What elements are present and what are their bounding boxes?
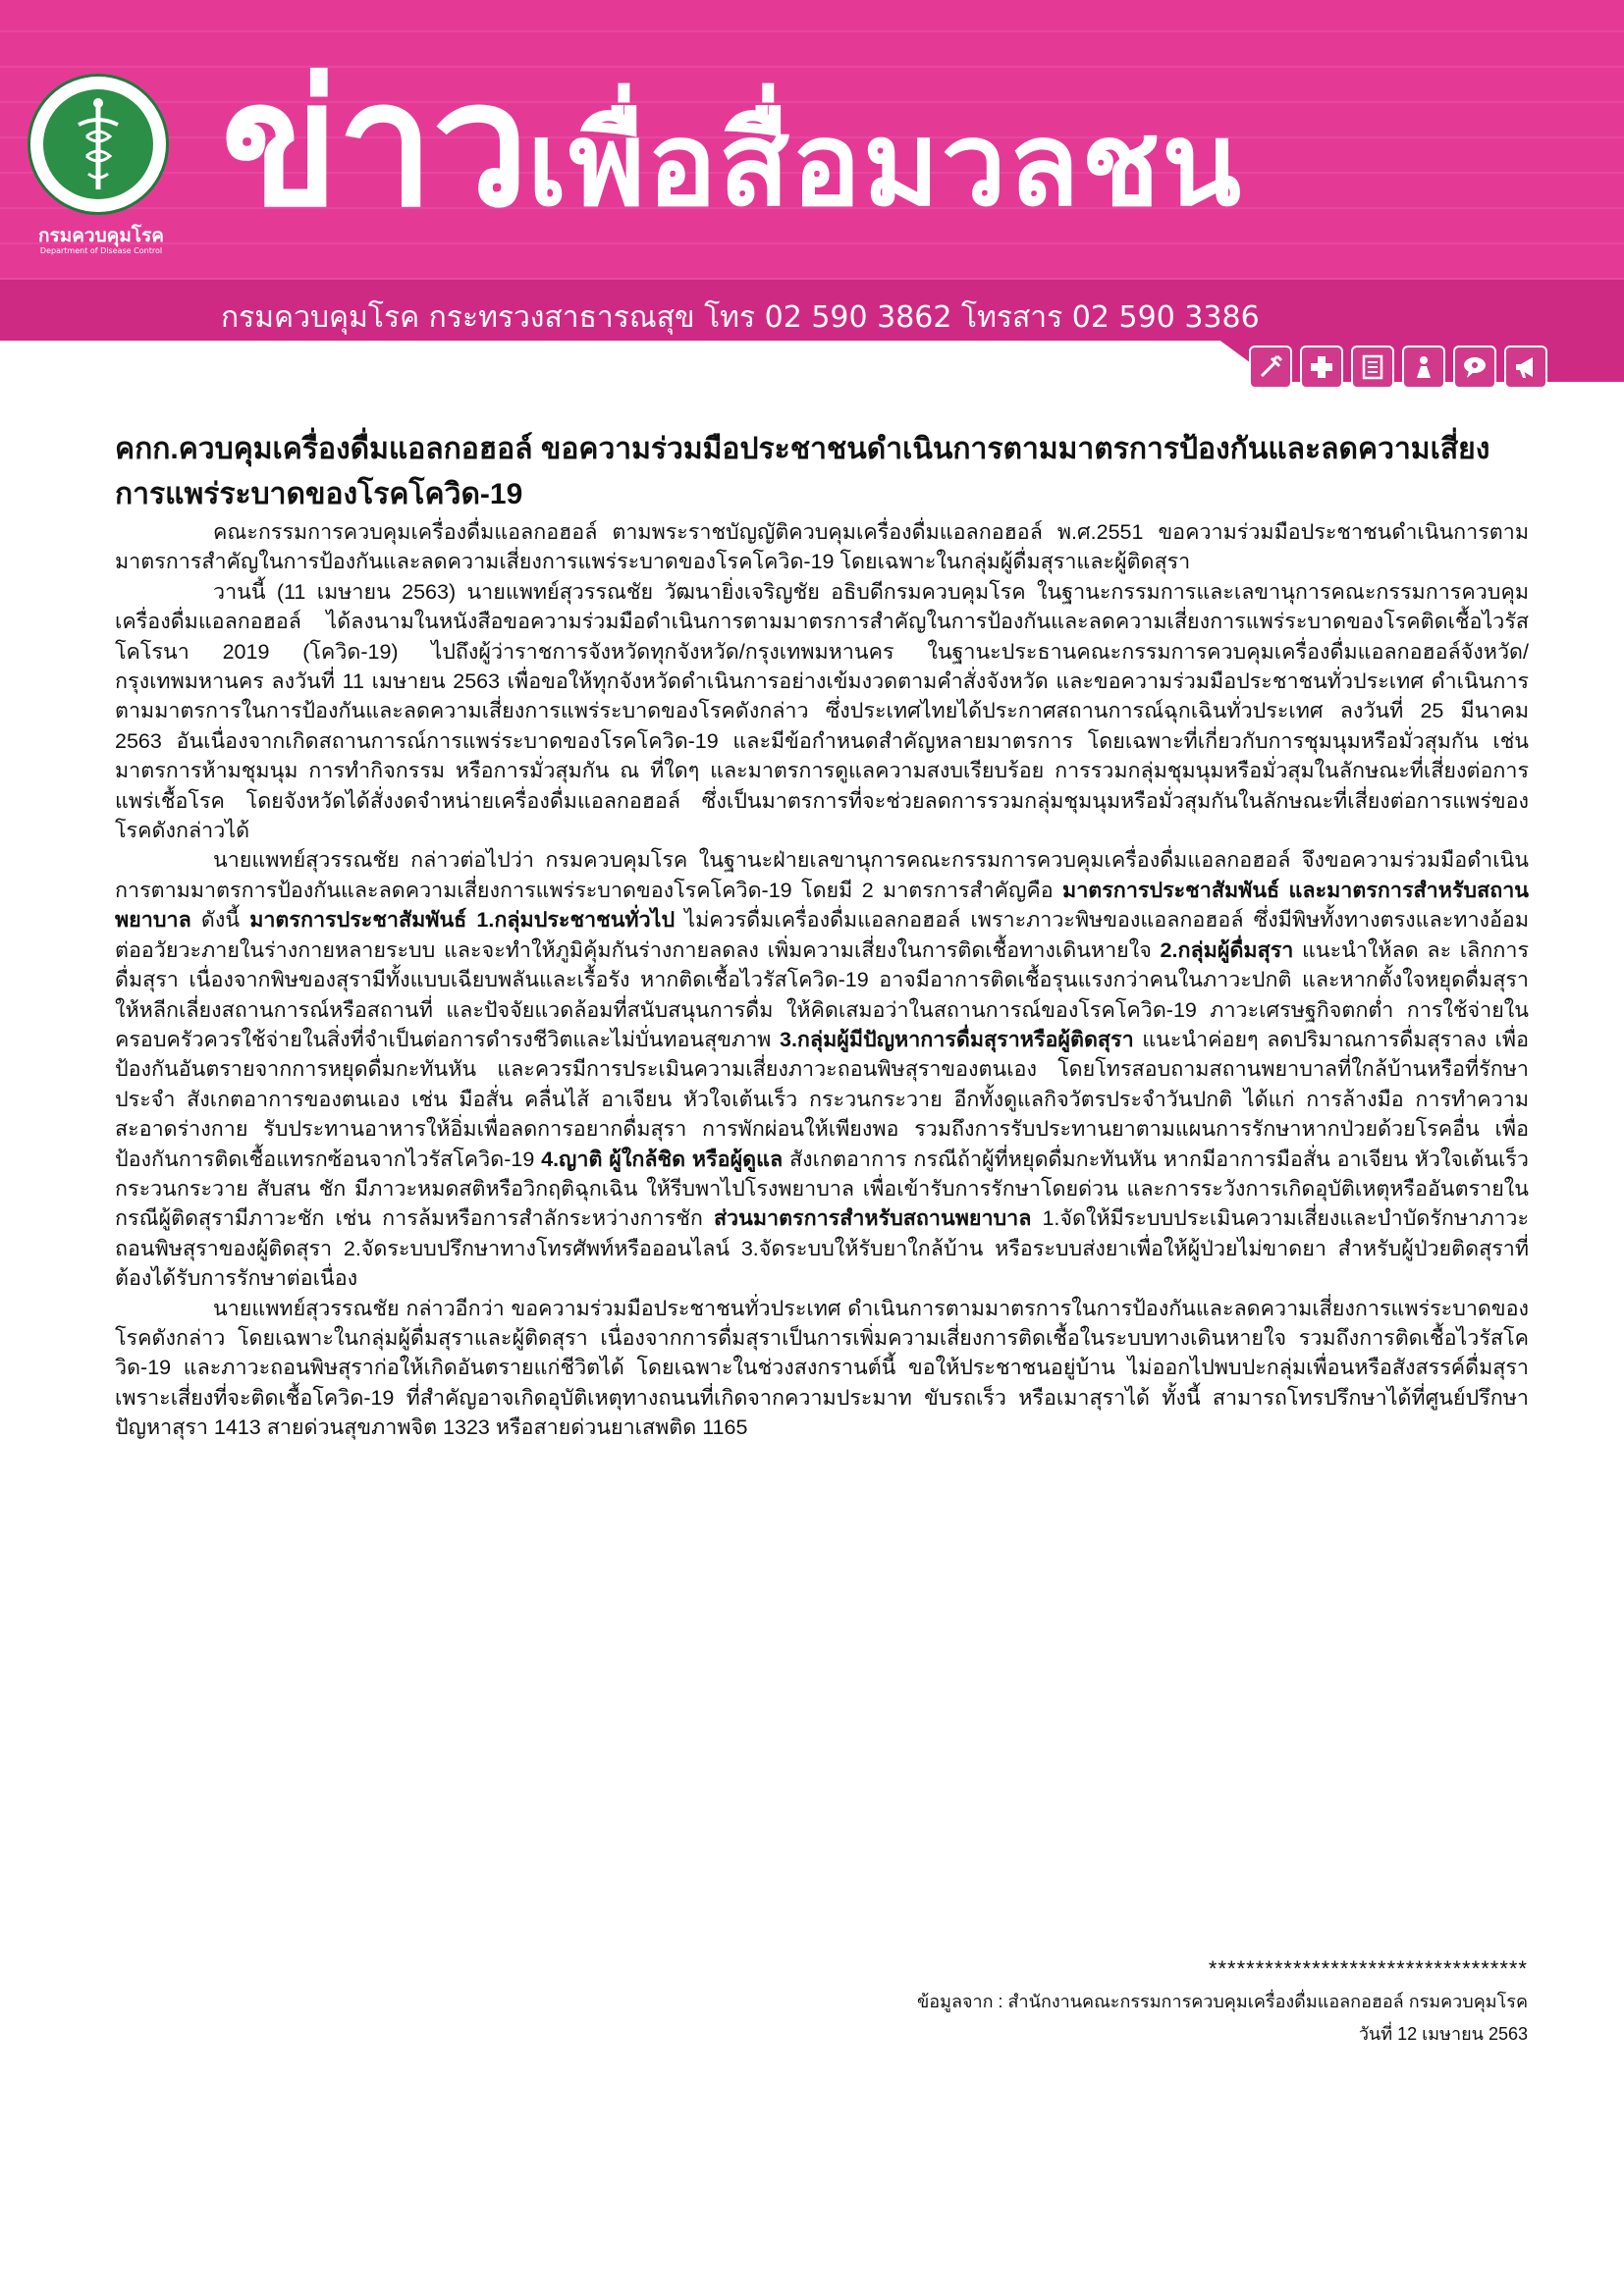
medical-cross-icon [1300,346,1343,389]
separator-stars: ********************************** [1208,1956,1528,1981]
p3-text-c: ดังนี้ [190,908,250,933]
source-line: ข้อมูลจาก : สำนักงานคณะกรรมการควบคุมเครื่องดื่มแอลกอฮอล์ กรมควบคุมโรค [916,1992,1528,2011]
caduceus-icon [27,74,169,215]
person-icon [1402,346,1445,389]
p3-text-i: แนะนำค่อยๆ ลดปริมาณการดื่มสุราลง เพื่อป้องกันอันตรายจากการหยุดดื่มกะทันหัน และควรมีการประเมินความเสี่ยงภาวะถอนพิษสุราของตนเอง โดยโทรสอบถามสถานพยาบาลที่ใกล้บ้านหรือที่รักษาประจำ สังเกตอาการของตนเอง เช่น มือสั่น คลื่นไส้ อาเจียน หัวใจเต้นเร็ว กระวนกระวาย อีกทั้งดูแลกิจวัตรประจำวันปกติ ได้แก่ การล้างมือ การทำความสะอาดร่างกาย รับประทานอาหารให้อิ่มเพื่อลดการอยากดื่มสุรา การพักผ่อนให้เพียงพอ รวมถึงการรับประทานยาตามแผนการรักษาหากป่วยด้วยโรคอื่น เพื่อป้องกันการติดเชื้อแทรกซ้อนจากไวรัสโควิด-19 [115,1027,1529,1171]
masthead-big: ข่าว [221,44,527,245]
p3-text-k: สังเกตอาการ กรณีถ้าผู้ที่หยุดดื่มกะทันหัน หากมีอาการมือสั่น อาเจียน หัวใจเต้นเร็ว กระวนกระวาย สับสน ชัก มีภาวะหมดสติหรือวิกฤติฉุกเฉิน ให้รีบพาไปโรงพยาบาล เพื่อเข้ารับการรักษาโดยด่วน และการระวังการเกิดอุบัติเหตุหรืออันตรายในกรณีผู้ติดสุรามีภาวะชัก เช่น การล้มหรือการสำลักระหว่างการชัก [115,1147,1529,1231]
p3-text-e: ไม่ควรดื่มเครื่องดื่มแอลกอฮอล์ เพราะภาวะพิษของแอลกอฮอล์ ซึ่งมีพิษทั้งทางตรงและทางอ้อมต่ออวัยวะภายในร่างกายหลายระบบ และจะทำให้ภูมิคุ้มกันร่างกายลดลง เพิ่มความเสี่ยงในการติดเชื้อทางเดินหายใจ [115,908,1530,962]
paragraph-3 [115,845,1529,1293]
ministry-logo [27,74,175,260]
header-icon-row [1249,346,1547,389]
p3-bold-group3: 3.กลุ่มผู้มีปัญหาการดื่มสุราหรือผู้ติดสุรา [779,1027,1134,1051]
p3-text-a: นายแพทย์สุวรรณชัย กล่าวต่อไปว่า กรมควบคุมโรค ในฐานะฝ่ายเลขานุการคณะกรรมการควบคุมเครื่องดื่มแอลกอฮอล์ จึงขอความร่วมมือดำเนินการตามมาตรการป้องกันและลดความเสี่ยงการแพร่ระบาดของโรคโควิด-19 โดยมี 2 มาตรการสำคัญคือ [115,848,1529,902]
chat-bubble-icon [1453,346,1496,389]
syringe-icon [1249,346,1292,389]
masthead-small: เพื่อสื่อมวลชน [526,96,1243,232]
article-body [115,517,1529,1443]
paragraph-4: นายแพทย์สุวรรณชัย กล่าวอีกว่า ขอความร่วมมือประชาชนทั่วประเทศ ดำเนินการตามมาตรการในการป้องกันและลดความเสี่ยงการแพร่ระบาดของโรคดังกล่าว โดยเฉพาะในกลุ่มผู้ดื่มสุราและผู้ติดสุรา เนื่องจากการดื่มสุราเป็นการเพิ่มความเสี่ยงการติดเชื้อในระบบทางเดินหายใจ รวมถึงการติดเชื้อไวรัสโควิด-19 และภาวะถอนพิษสุราก่อให้เกิดอันตรายแก่ชีวิตได้ โดยเฉพาะในช่วงสงกรานต์นี้ ขอให้ประชาชนอยู่บ้าน ไม่ออกไปพบปะกลุ่มเพื่อนหรือสังสรรค์ดื่มสุรา เพราะเสี่ยงที่จะติดเชื้อโควิด-19 ที่สำคัญอาจเกิดอุบัติเหตุทางถนนที่เกิดจากความประมาท ขับรถเร็ว หรือเมาสุราได้ ทั้งนี้ สามารถโทรปรึกษาได้ที่ศูนย์ปรึกษาปัญหาสุรา 1413 สายด่วนสุขภาพจิต 1323 หรือสายด่วนยาเสพติด 1165 [115,1296,1529,1440]
p3-text-m: 1.จัดให้มีระบบประเมินความเสี่ยงและบำบัดรักษาภาวะถอนพิษสุราของผู้ติดสุรา 2.จัดระบบปรึกษาทางโทรศัพท์หรือออนไลน์ 3.จัดระบบให้รับยาใกล้บ้าน หรือระบบส่งยาเพื่อให้ผู้ป่วยไม่ขาดยา สำหรับผู้ป่วยติดสุราที่ต้องได้รับการรักษาต่อเนื่อง [115,1206,1529,1291]
logo-subcaption: Department of Disease Control [39,246,163,255]
header-banner [0,0,1624,398]
p3-bold-group2: 2.กลุ่มผู้ดื่มสุรา [1160,937,1294,962]
p3-bold-pr-group1: มาตรการประชาสัมพันธ์ 1.กลุ่มประชาชนทั่วไป [249,908,676,933]
p3-bold-measures: มาตรการประชาสัมพันธ์ และมาตรการสำหรับสถานพยาบาล [115,878,1529,933]
date-line: วันที่ 12 เมษายน 2563 [1358,2024,1528,2044]
paragraph-2: วานนี้ (11 เมษายน 2563) นายแพทย์สุวรรณชัย วัฒนายิ่งเจริญชัย อธิบดีกรมควบคุมโรค ในฐานะกรรมการและเลขานุการคณะกรรมการควบคุมเครื่องดื่มแอลกอฮอล์ ได้ลงนามในหนังสือขอความร่วมมือดำเนินการตามมาตรการสำคัญในการป้องกันและลดความเสี่ยงการแพร่ระบาดของโรคติดเชื้อไวรัสโคโรนา 2019 (โควิด-19) ไปถึงผู้ว่าราชการจังหวัดทุกจังหวัด/กรุงเทพมหานคร ในฐานะประธานคณะกรรมการควบคุมเครื่องดื่มแอลกอฮอล์จังหวัด/กรุงเทพมหานคร ลงวันที่ 11 เมษายน 2563 เพื่อขอให้ทุกจังหวัดดำเนินการอย่างเข้มงวดตามคำสั่งจังหวัด และขอความร่วมมือประชาชนทั่วประเทศ ดำเนินการตามมาตรการในการป้องกันและลดความเสี่ยงการแพร่ระบาดของโรคดังกล่าว ซึ่งประเทศไทยได้ประกาศสถานการณ์ฉุกเฉินทั่วประเทศ ลงวันที่ 25 มีนาคม 2563 อันเนื่องจากเกิดสถานการณ์การแพร่ระบาดของโรคโควิด-19 และมีข้อกำหนดสำคัญหลายมาตรการ โดยเฉพาะที่เกี่ยวกับการชุมนุมหรือมั่วสุมกัน เช่น มาตรการห้ามชุมนุม การทำกิจกรรม หรือการมั่วสุมกัน ณ ที่ใดๆ และมาตรการดูแลความสงบเรียบร้อย การรวมกลุ่มชุมนุมหรือมั่วสุมในลักษณะที่เสี่ยงต่อการแพร่เชื้อโรค โดยจังหวัดได้สั่งงดจำหน่ายเครื่องดื่มแอลกอฮอล์ ซึ่งเป็นมาตรการที่จะช่วยลดการรวมกลุ่มชุมนุมหรือมั่วสุมกันในลักษณะที่เสี่ยงต่อการแพร่ของโรคดังกล่าวได้ [115,579,1529,843]
paragraph-1: คณะกรรมการควบคุมเครื่องดื่มแอลกอฮอล์ ตามพระราชบัญญัติควบคุมเครื่องดื่มแอลกอฮอล์ พ.ศ.2551 ขอความร่วมมือประชาชนดำเนินการตามมาตรการสำคัญในการป้องกันและลดความเสี่ยงการแพร่ระบาดของโรคโควิด-19 โดยเฉพาะในกลุ่มผู้ดื่มสุราและผู้ติดสุรา [115,520,1529,574]
contact-line: กรมควบคุมโรค กระทรวงสาธารณสุข โทร 02 590 3862 โทรสาร 02 590 3386 [221,300,1260,335]
megaphone-icon [1504,346,1547,389]
p3-bold-hospital: ส่วนมาตรการสำหรับสถานพยาบาล [713,1206,1032,1231]
masthead-title [221,44,1243,262]
p3-bold-group4: 4.ญาติ ผู้ใกล้ชิด หรือผู้ดูแล [541,1147,784,1171]
document-icon [1351,346,1394,389]
p3-text-g: แนะนำให้ลด ละ เลิกการดื่มสุรา เนื่องจากพิษของสุรามีทั้งแบบเฉียบพลันและเรื้อรัง หากติดเชื้อไวรัสโควิด-19 อาจมีอาการติดเชื้อรุนแรงกว่าคนในภาวะปกติ และหากตั้งใจหยุดดื่มสุรา ให้หลีกเลี่ยงสถานการณ์หรือสถานที่ และปัจจัยแวดล้อมที่สนับสนุนการดื่ม ให้คิดเสมอว่าในสถานการณ์ของโรคโควิด-19 ภาวะเศรษฐกิจตกต่ำ การใช้จ่ายในครอบครัวควรใช้จ่ายในสิ่งที่จำเป็นต่อการดำรงชีวิตและไม่บั่นทอนสุขภาพ [115,937,1529,1051]
logo-caption: กรมควบคุมโรค [37,225,165,246]
article-headline: คกก.ควบคุมเครื่องดื่มแอลกอฮอล์ ขอความร่วมมือประชาชนดำเนินการตามมาตรการป้องกันและลดความเสี่ยงการแพร่ระบาดของโรคโควิด-19 [115,433,1490,510]
